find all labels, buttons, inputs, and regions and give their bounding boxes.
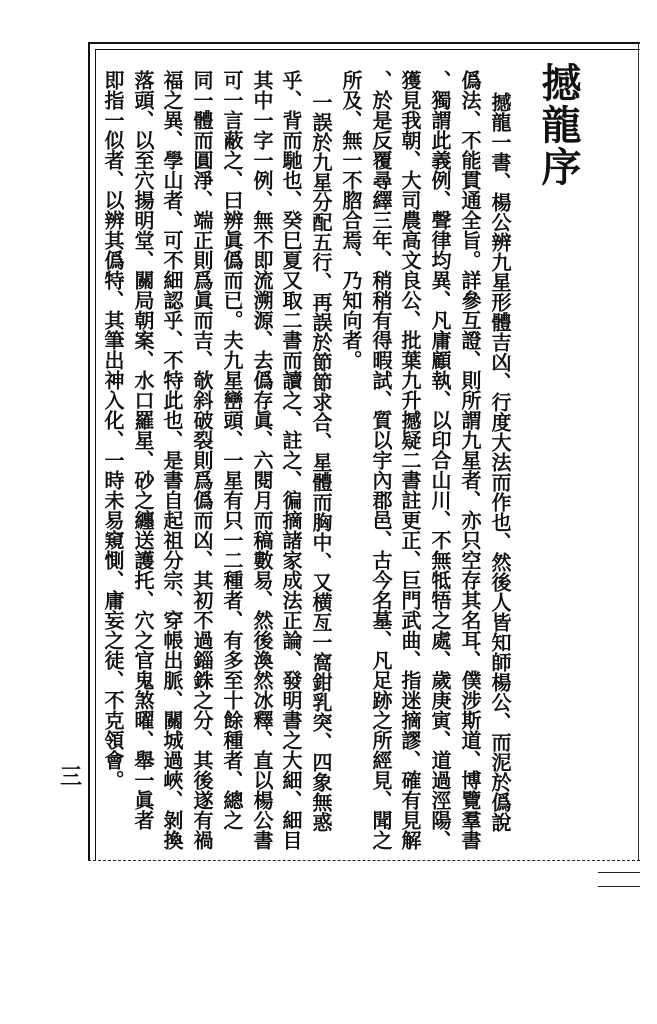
frame-border-top	[88, 42, 640, 44]
frame-border-left-inner	[95, 49, 96, 860]
page-title: 撼龍序	[535, 62, 582, 188]
text-column: 同一體而圓淨、端正則爲眞而吉、欹斜破裂則爲僞而凶、其初不過錙銖之分、其後遂有禍	[190, 70, 214, 850]
text-column: 、獨謂此義例、聲律均異、凡庸顧執、以印合山川、不無牴牾之處、歲庚寅、道過涇陽、	[428, 70, 452, 850]
text-column: 僞法、不能貫通全旨。詳參互證、則所謂九星者、亦只空存其名耳、僕涉斯道、博覽羣書	[458, 70, 482, 850]
text-column: 福之異、學山者、可不細認乎、不特此也、是書自起祖分宗、穿帳出脈、關城過峽、剝換	[160, 70, 184, 850]
text-column: 、於是反覆尋繹三年、稍稍有得暇試、質以宇內郡邑、古今名墓、凡足跡之所經見、聞之	[369, 70, 393, 850]
frame-border-right	[638, 42, 639, 860]
text-column: 其中一字一例、無不即流溯源、去僞存眞、六閱月而稿數易、然後渙然冰釋、直以楊公書	[250, 70, 274, 850]
text-column: 落頭、以至穴揚明堂、關局朝案、水口羅星、砂之纏送護托、穴之官鬼煞曜、舉一眞者	[131, 70, 155, 830]
frame-border-left	[88, 42, 90, 860]
text-column: 所及、無一不脗合焉、乃知向者。	[339, 70, 363, 370]
margin-rule	[598, 886, 640, 887]
text-column: 即指一似者、以辨其僞特、其筆出神入化、一時未易窺惻、庸妄之徒、不克領會。	[101, 70, 125, 790]
text-column: 撼龍一書、楊公辨九星形體吉凶、行度大法而作也、然後人皆知師楊公、而泥於僞說	[488, 92, 512, 832]
text-column: 獲見我朝、大司農高文良公、批葉九升撼疑二書註更正、巨門武曲、指迷摘謬、確有見解	[398, 70, 422, 850]
frame-border-bottom	[88, 860, 640, 861]
margin-rule	[598, 872, 640, 873]
text-column: 一誤於九星分配五行、再誤於節節求合、星體而胸中、又横亙一窩鉗乳突、四象無惑	[309, 92, 333, 832]
text-column: 可一言蔽之、曰辨眞僞而已。夫九星巒頭、一星有只一二種者、有多至十餘種者、總之	[220, 70, 244, 830]
text-column: 乎、背而馳也、癸巳夏又取二書而讀之、註之、徧摘諸家成法正論、發明書之大細、細目	[279, 70, 303, 850]
frame-border-top-inner	[95, 49, 640, 50]
page-number: 三	[60, 764, 83, 790]
